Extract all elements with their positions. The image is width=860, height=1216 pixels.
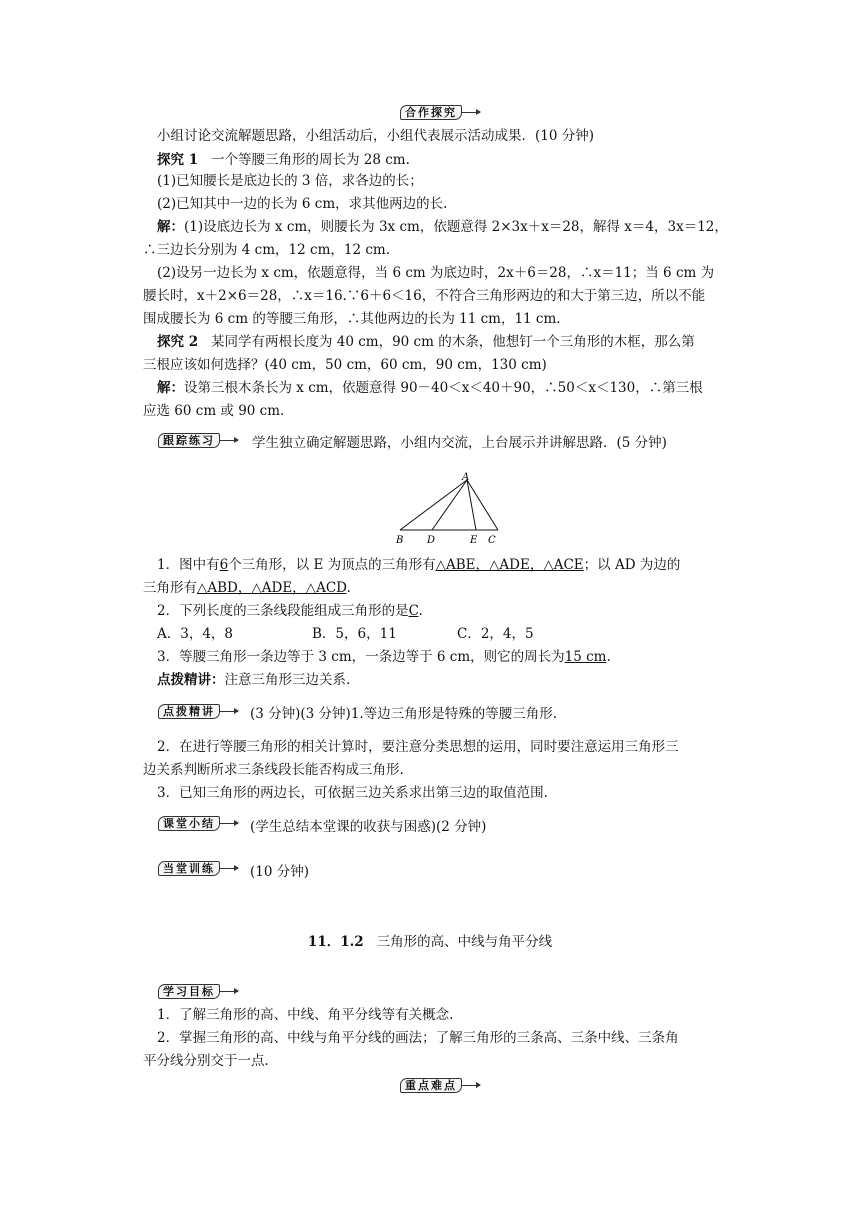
s2-intro: 学生独立确定解题思路，小组内交流，上台展示并讲解思路．(5 分钟)	[252, 435, 667, 451]
arrow-icon	[462, 112, 480, 113]
label-b: B	[396, 535, 404, 546]
explore-2: 探究 2 某同学有两根长度为 40 cm，90 cm 的木条，他想钉一个三角形的木框，那么第	[157, 334, 695, 350]
q1: (1)已知腰长是底边长的 3 倍，求各边的长；	[157, 173, 423, 189]
section-tag-genzong	[158, 432, 238, 449]
s3-line2b: 边关系判断所求三条线段长能否构成三角形.	[143, 762, 404, 778]
exercise-1: 1．图中有6个三角形，以 E 为顶点的三角形有△ABE，△ADE，△ACE；以 AD 为边的	[157, 557, 681, 573]
goal-1: 1．了解三角形的高、中线、角平分线等有关概念.	[157, 1007, 454, 1023]
arrow-icon	[220, 440, 238, 441]
s3-line1: (3 分钟)(3 分钟)1.等边三角形是特殊的等腰三角形.	[250, 706, 557, 722]
tag-label: 当堂训练	[158, 861, 220, 876]
answer-2: (2)设另一边长为 x cm，依题意得，当 6 cm 为底边时，2x＋6＝28，∴x＝11；当 6 cm 为	[157, 265, 715, 281]
section-heading: 11．1.2 三角形的高、中线与角平分线	[307, 934, 553, 950]
section-tag-dangtang	[158, 860, 238, 877]
tag-label: 学习目标	[158, 984, 220, 999]
option-c: C．2，4，5	[457, 626, 534, 642]
line-ad	[432, 480, 467, 530]
q2: (2)已知其中一边的长为 6 cm，求其他两边的长.	[157, 196, 448, 212]
tag-label: 跟踪练习	[158, 433, 220, 448]
tag-label: 重点难点	[400, 1078, 462, 1093]
section-tag-hezuo	[400, 104, 480, 121]
tag-label: 点拨精讲	[158, 704, 220, 719]
exercise-2-options	[157, 625, 737, 644]
section-tag-ketang	[158, 815, 238, 832]
answer-1b: ∴三边长分别为 4 cm，12 cm，12 cm.	[143, 242, 390, 258]
section-tag-dianbo	[158, 703, 238, 720]
exercise-3: 3．等腰三角形一条边等于 3 cm，一条边等于 6 cm，则它的周长为15 cm.	[157, 649, 611, 665]
goal-2: 2．掌握三角形的高、中线与角平分线的画法；了解三角形的三条高、三条中线、三条角	[157, 1030, 679, 1046]
option-a: A．3，4，8	[157, 626, 234, 642]
exercise-1b: 三角形有△ABD，△ADE，△ACD.	[143, 580, 351, 596]
answer-3: 解：设第三根木条长为 x cm，依题意得 90－40＜x＜40＋90，∴50＜x＜130，∴第三根	[157, 380, 703, 396]
s1-intro: 小组讨论交流解题思路，小组活动后，小组代表展示活动成果．(10 分钟)	[157, 128, 595, 144]
answer-1: 解：(1)设底边长为 x cm，则腰长为 3x cm，依题意得 2×3x＋x＝28，解得 x＝4，3x＝12，	[157, 219, 728, 235]
explore-1: 探究 1 一个等腰三角形的周长为 28 cm.	[157, 152, 410, 168]
triangle-figure	[390, 472, 510, 547]
label-c: C	[488, 535, 496, 546]
tag-label: 课堂小结	[158, 816, 220, 831]
s3-line3: 3．已知三角形的两边长，可依据三边关系求出第三边的取值范围.	[157, 785, 548, 801]
answer-2b: 腰长时，x＋2×6＝28，∴x＝16.∵6＋6＜16，不符合三角形两边的和大于第三边，所以不能	[143, 288, 706, 304]
option-b: B．5，6，11	[312, 626, 397, 642]
exercise-2: 2．下列长度的三条线段能组成三角形的是C.	[157, 603, 423, 619]
arrow-icon	[462, 1085, 480, 1086]
tag-label: 合作探究	[400, 105, 462, 120]
label-e: E	[470, 535, 478, 546]
label-a: A	[462, 472, 470, 483]
s3-line2: 2．在进行等腰三角形的相关计算时，要注意分类思想的运用，同时要注意运用三角形三	[157, 739, 679, 755]
arrow-icon	[220, 711, 238, 712]
label-d: D	[427, 535, 436, 546]
explore-2b: 三根应该如何选择？(40 cm，50 cm，60 cm，90 cm，130 cm)	[143, 357, 547, 373]
arrow-icon	[220, 868, 238, 869]
section-tag-xuexi	[158, 983, 238, 1000]
arrow-icon	[220, 823, 238, 824]
line-ab	[400, 480, 467, 530]
s5-text: (10 分钟)	[250, 864, 310, 880]
s4-text: (学生总结本堂课的收获与困惑)(2 分钟)	[250, 819, 487, 835]
answer-2c: 围成腰长为 6 cm 的等腰三角形，∴其他两边的长为 11 cm，11 cm.	[143, 311, 561, 327]
goal-2b: 平分线分别交于一点.	[143, 1053, 269, 1069]
answer-3b: 应选 60 cm 或 90 cm.	[143, 403, 285, 419]
arrow-icon	[220, 991, 238, 992]
tip: 点拨精讲：注意三角形三边关系.	[157, 672, 351, 688]
section-tag-zhongdian	[400, 1077, 480, 1094]
